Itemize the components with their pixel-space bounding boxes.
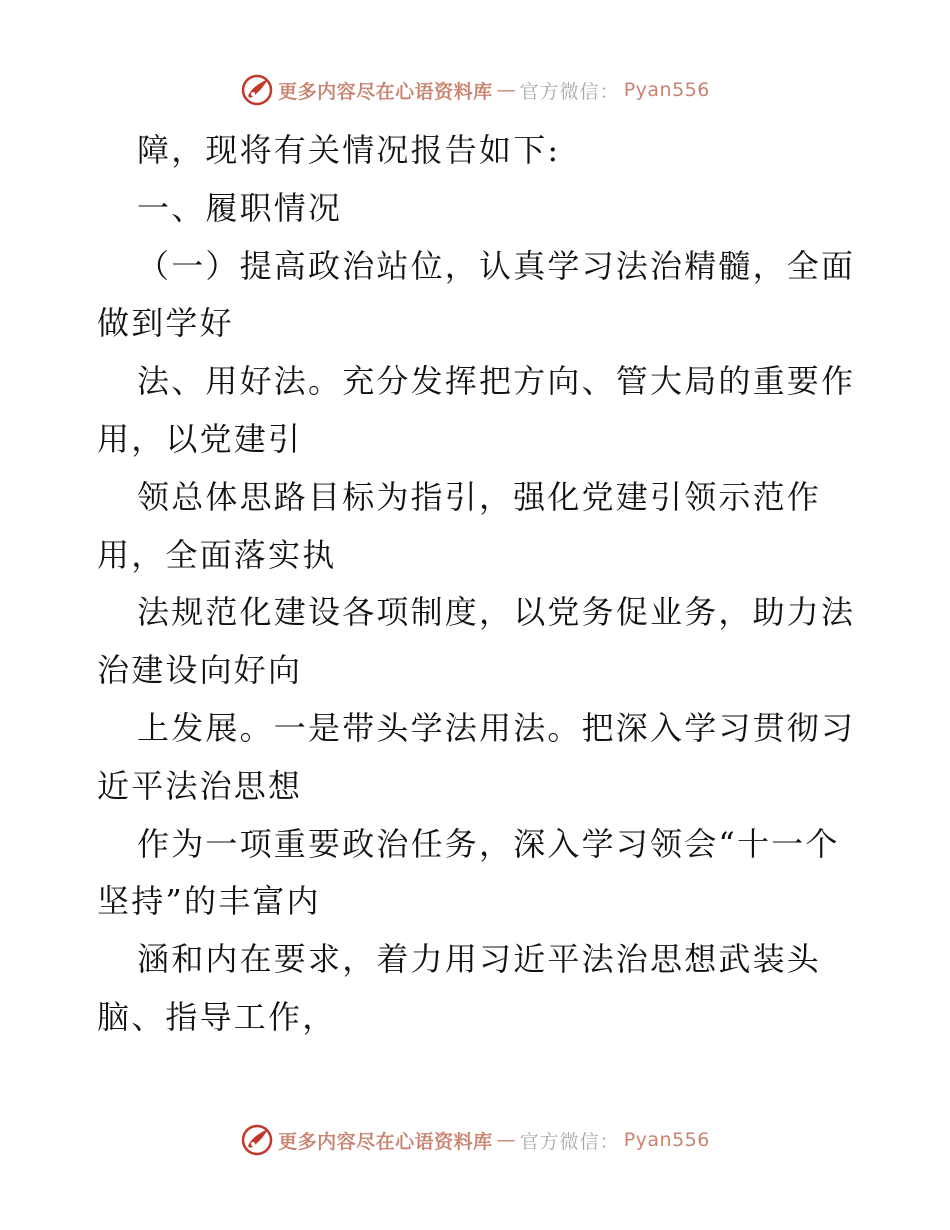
- footer-watermark: [0, 1120, 950, 1160]
- body-line: 障，现将有关情况报告如下:: [137, 131, 561, 169]
- body-line: 用，以党建引: [97, 419, 303, 458]
- pen-logo-icon: [240, 73, 274, 107]
- body-line: 涵和内在要求，着力用习近平法治思想武装头: [137, 940, 822, 979]
- body-line: 坚持”的丰富内: [97, 882, 321, 921]
- body-line: 治建设向好向: [97, 651, 303, 690]
- watermark-wechat-label: 官方微信：: [519, 80, 620, 103]
- watermark-wechat-id: Pyan556: [623, 1129, 710, 1151]
- body-line: 脑、指导工作，: [97, 997, 337, 1036]
- watermark-wechat-label: 官方微信：: [519, 1130, 620, 1153]
- watermark-dash: —: [496, 1129, 516, 1151]
- body-line: 法、用好法。充分发挥把方向、管大局的重要作: [137, 362, 856, 401]
- body-line: 法规范化建设各项制度，以党务促业务，助力法: [137, 593, 856, 632]
- body-line: （一）提高政治站位，认真学习法治精髓，全面: [137, 246, 856, 285]
- body-line: 作为一项重要政治任务，深入学习领会“十一个: [137, 824, 840, 863]
- body-line: 领总体思路目标为指引，强化党建引领示范作: [137, 477, 822, 516]
- watermark-title: 更多内容尽在心语资料库: [278, 1130, 493, 1153]
- body-line: 用，全面落实执: [97, 535, 337, 574]
- body-line: 上发展。一是带头学法用法。把深入学习贯彻习: [137, 708, 856, 747]
- body-line: 近平法治思想: [97, 766, 303, 805]
- section-heading: 一、履职情况: [137, 188, 343, 227]
- watermark-wechat-id: Pyan556: [623, 79, 710, 101]
- pen-logo-icon: [240, 1123, 274, 1157]
- body-line: 做到学好: [97, 304, 234, 343]
- header-watermark: [0, 70, 950, 110]
- document-body: [97, 122, 887, 1047]
- watermark-title: 更多内容尽在心语资料库: [278, 80, 493, 103]
- watermark-dash: —: [496, 79, 516, 101]
